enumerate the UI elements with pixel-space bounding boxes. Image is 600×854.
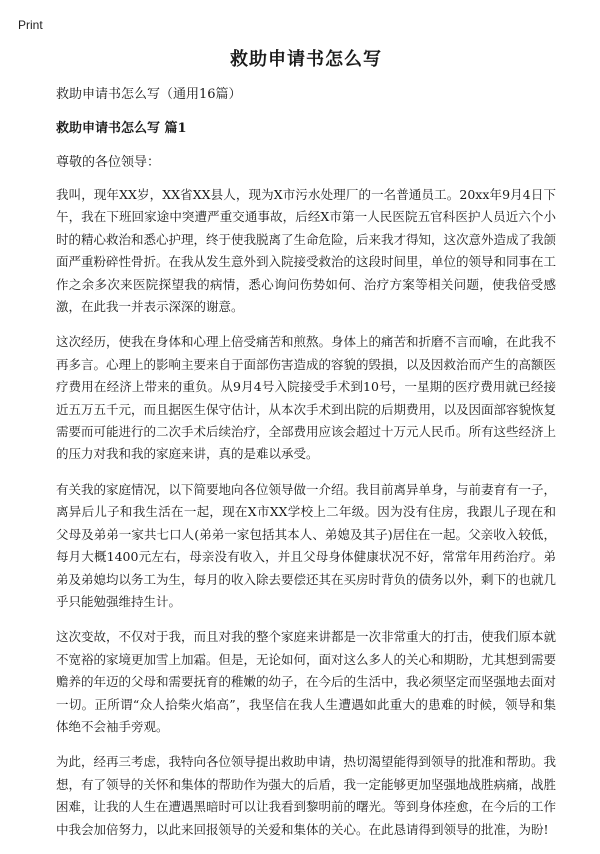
section-heading: 救助申请书怎么写 篇1: [56, 121, 187, 136]
document-page: [56, 48, 556, 854]
print-link[interactable]: Print: [18, 18, 43, 32]
salutation: 尊敬的各位领导：: [56, 155, 161, 170]
body-paragraph: 有关我的家庭情况，以下简要地向各位领导做一介绍。我目前离异单身，与前妻育有一子，离异后儿子和我生活在一起，现在X市XX学校上二年级。因为没有住房，我跟儿子现在和父母及弟弟一家共七口人(弟弟一家包括其本人、弟媳及其子)居住在一起。父亲收入较低，每月大概1400元左右，母亲没有收入，并且父母身体健康状况不好，常常年用药治疗。弟弟及弟媳均以务工为生，每月的收入除去要偿还其在买房时背负的债务以外，剩下的也就几乎只能勉强维持生计。: [56, 481, 557, 609]
document-subtitle: 救助申请书怎么写（通用16篇）: [56, 87, 242, 102]
page-title: 救助申请书怎么写: [230, 49, 382, 70]
body-paragraph: 这次经历，使我在身体和心理上倍受痛苦和煎熬。身体上的痛苦和折磨不言而喻，在此我不再多言。心理上的影响主要来自于面部伤害造成的容貌的毁損，以及因救治而产生的高额医疗费用在经济上带来的重负。从9月4号入院接受手术到10号，一星期的医疗费用就已经接近五万五千元，而且据医生保守估计，从本次手术到出院的后期费用，以及因面部容貌恢复需要而可能进行的二次手术后续治疗，全部费用应该会超过十万元人民币。所有这些经济上的压力对我和我的家庭来讲，真的是难以承受。: [56, 334, 557, 462]
body-paragraph: 我叫，现年XX岁，XX省XX县人，现为X市污水处理厂的一名普通员工。20xx年9月4日下午，我在下班回家途中突遭严重交通事故，后经X市第一人民医院五官科医护人员近六个小时的精心救治和悉心护理，终于使我脱离了生命危险，后来我才得知，这次意外造成了我颌面严重粉碎性骨折。在我从发生意外到入院接受救治的这段时间里，单位的领导和同事在工作之余多次来医院探望我的病情，悉心询问伤势如何、治疗方案等相关问题，使我倍受感激，在此我一并表示深深的谢意。: [56, 187, 557, 315]
body-paragraph: 为此，经再三考虑，我特向各位领导提出救助申请，热切渴望能得到领导的批准和帮助。我想，有了领导的关怀和集体的帮助作为强大的后盾，我一定能够更加坚强地战胜病痛，战胜困难，让我的人生在遭遇黑暗时可以让我看到黎明前的曙光。等到身体痊愈，在今后的工作中我会加倍努力，以此来回报领导的关爱和集体的关心。在此恳请得到领导的批准，为盼!: [56, 754, 557, 837]
body-paragraph: 这次变故，不仅对于我，而且对我的整个家庭来讲都是一次非常重大的打击，使我们原本就不宽裕的家境更加雪上加霜。但是，无论如何，面对这么多人的关心和期盼，尤其想到需要赡养的年迈的父母和需要抚育的稚嫩的幼子，在今后的生活中，我必须坚定而坚强地去面对一切。正所谓“众人拾柴火焰高”，我坚信在我人生遭遇如此重大的患难的时候，领导和集体绝不会袖手旁观。: [56, 629, 557, 734]
